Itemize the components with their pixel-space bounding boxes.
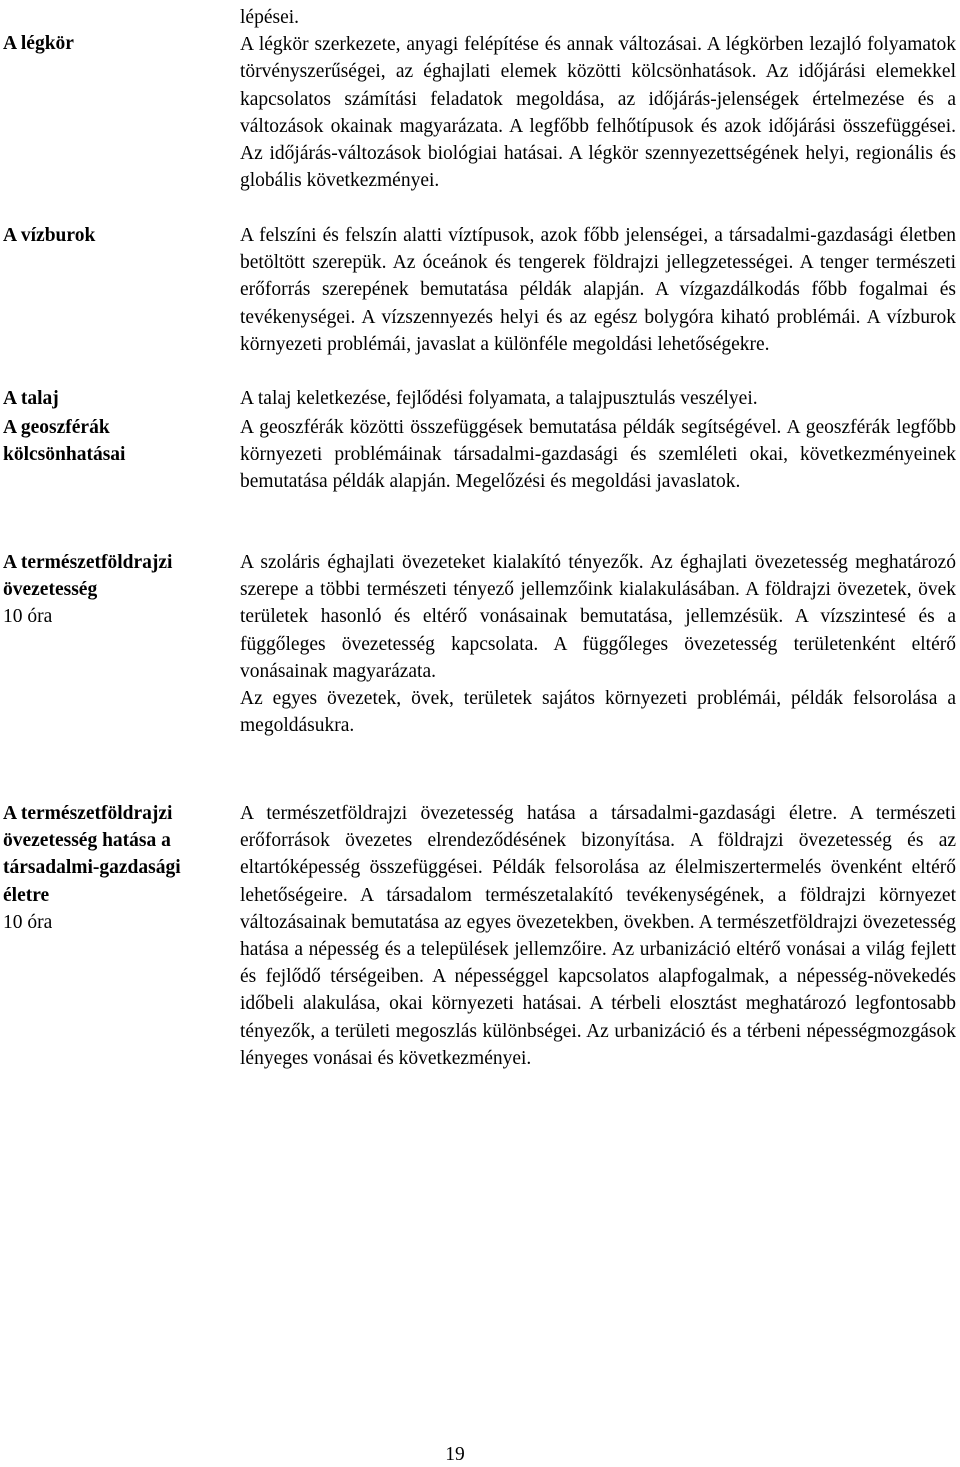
content-paragraph: A természetföldrajzi övezetesség hatása a társadalmi-gazdasági életre. A természeti erőforrások övezetes elrendeződésének bizonyítása. A földrajzi övezetesség és az eltartóképesség összefüggései. Példák felsorolása az élelmiszertermelés övenként eltérő lehetőségeire. A társadalom természetalakító tevékenységének, a földrajzi környezet változásainak bemutatása az egyes övezetekben, övekben. A természetföldrajzi övezetesség hatása a népesség és a települések jellemzőire. Az urbanizáció eltérő vonásai a világ fejlett és fejlődő térségeiben. A népességgel kapcsolatos alapfogalmak, a népesség-növekedés időbeli alakulása, okai környezeti hatásai. A térbeli elosztást meghatározó legfontosabb tényezők, a területi megoszlás különbségei. Az urbanizáció és a térbeni népességmozgások lényeges vonásai és következményei. [240, 803, 956, 1069]
content-paragraph: A geoszférák közötti összefüggések bemutatása példák segítségével. A geoszférák legfőbb környezeti problémáinak társadalmi-gazdasági és szemléleti okai, következményeinek bemutatása példák alapján. Megelőzési és megoldási javaslatok. [240, 417, 956, 493]
content-cell [240, 800, 956, 1072]
content-paragraph: A légkör szerkezete, anyagi felépítése és annak változásai. A légkörben lezajló folyamatok törvényszerűségei, az éghajlati elemek közötti kölcsönhatások. Az időjárási elemekkel kapcsolatos számítási feladatok megoldása, az időjárás-jelenségek értelmezése és a változások okainak magyarázata. A legfőbb felhőtípusok és azok időjárási összefüggései. Az időjárás-változások biológiai hatásai. A légkör szennyezettségének helyi, regionális és globális következményei. [240, 34, 956, 192]
content-paragraph: A szoláris éghajlati övezeteket kialakító tényezők. Az éghajlati övezetesség meghatározó szerepe a többi természeti tényező jellemzőink kialakulásában. A földrajzi övezetek, övek területek hasonló és eltérő vonásainak bemutatása, jellemzésük. A vízszintesé és a függőleges övezetesség kapcsolata. A függőleges övezetesség területenként eltérő vonásainak magyarázata. [240, 552, 956, 682]
topic-cell [3, 800, 228, 936]
hours-label: 10 óra [3, 911, 53, 933]
content-paragraph: A talaj keletkezése, fejlődési folyamata, a talajpusztulás veszélyei. [240, 388, 758, 409]
topic-title-line: A geoszférák [3, 417, 110, 438]
topic-title-line: övezetesség [3, 579, 98, 601]
topic-title-line: társadalmi-gazdasági [3, 857, 181, 879]
content-cell [240, 414, 956, 496]
topic-title: A vízburok [3, 225, 96, 246]
content-cell [240, 4, 956, 194]
content-paragraph: lépései. [240, 7, 300, 28]
topic-title-line: övezetesség hatása a [3, 830, 171, 852]
topic-title-line: kölcsönhatásai [3, 444, 126, 466]
content-paragraph: Az egyes övezetek, övek, területek sajátos környezeti problémái, példák felsorolása a megoldásukra. [240, 688, 956, 737]
content-paragraph: A felszíni és felszín alatti víztípusok, azok főbb jelenségei, a társadalmi-gazdasági életben betöltött szerepük. Az óceánok és tengerek földrajzi jellegzetességei. A tenger természeti erőforrás szerepének bemutatása példák alapján. A vízgazdálkodás főbb fogalmai és tevékenységei. A vízszennyezés helyi és az egész bolygóra kiható problémái. A vízburok környezeti problémái, javaslat a különféle megoldási lehetőségekre. [240, 225, 956, 355]
hours-label: 10 óra [3, 606, 53, 628]
topic-cell [3, 222, 228, 249]
content-cell [240, 385, 956, 412]
topic-title-line: életre [3, 884, 50, 906]
topic-cell [3, 385, 228, 412]
topic-title: A talaj [3, 388, 59, 409]
topic-cell [3, 549, 228, 631]
page-number: 19 [445, 1444, 465, 1465]
topic-title-line: A természetföldrajzi [3, 803, 173, 824]
topic-cell [3, 414, 228, 468]
content-cell [240, 222, 956, 358]
topic-title-line: A természetföldrajzi [3, 552, 173, 573]
content-cell [240, 549, 956, 739]
topic-title: A légkör [3, 33, 74, 54]
topic-cell [3, 30, 228, 57]
